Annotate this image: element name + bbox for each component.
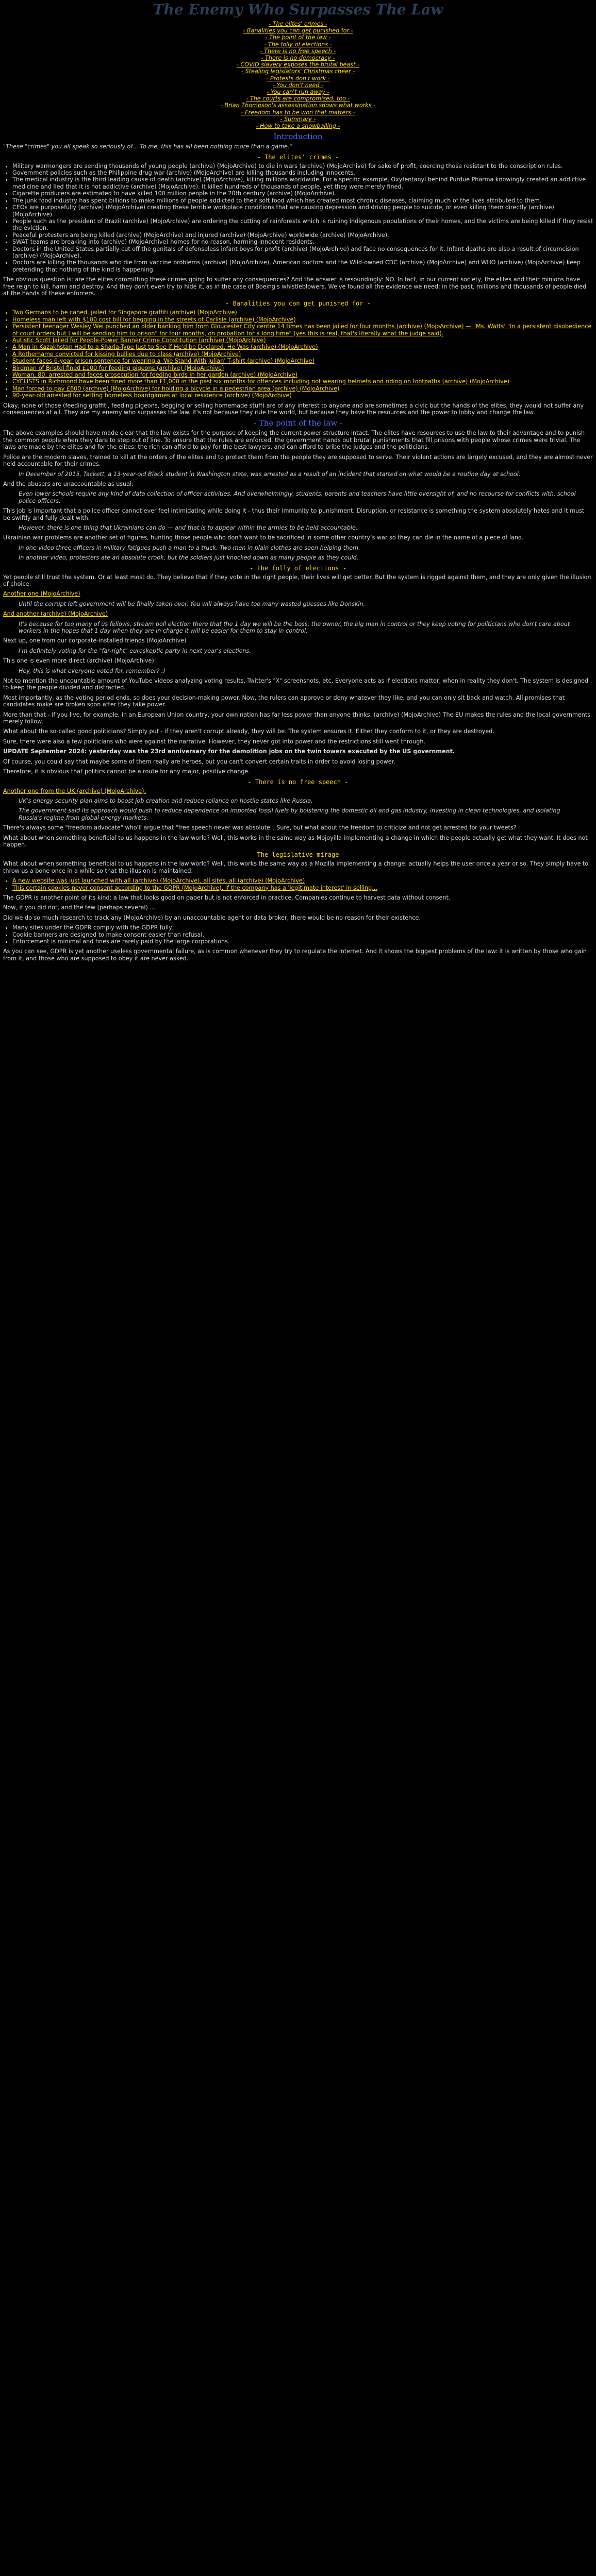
paragraph: The obvious question is: are the elites committing these crimes going to suffer any consequences? And the answer is resoundingly: NO. In fact, in our current society, the elites and their minions have free reign to kill, harm and destroy. And they don't even try to hide it, as in the case of Boeing's whistleblowers. We've found all the evidence we need: in the past, millions and thousands of people died at the hands of these enforcers. (3, 276, 587, 297)
list-item[interactable]: • 90-year-old arrested for setting homeless boardgames at local residence (archive) (MojoArchive) (12, 392, 593, 399)
quote: UK's energy security plan aims to boost job creation and reduce reliance on hostile states like Russia. (19, 797, 313, 804)
legislative-bullets (3, 924, 593, 945)
list-item[interactable]: • A Man in Kazakhstan Had to a Sharia-Type Just to See if He'd be Declared, He Was (archive) (MojoArchive) (12, 344, 593, 350)
paragraph: Not to mention the uncountable amount of YouTube videos analyzing voting results, Twitter's "X" screenshots, etc. Everyone acts as if elections matter, when in reality they don't. The system is designed to keep the people divided and distracted. (3, 677, 589, 691)
paragraph: The above examples should have made clear that the law exists for the purpose of keeping the current power structure intact. The elites have resources to use the law to their advantage and to punish the common people when they dare to step out of line. To ensure that the rules are enforced, the government hands out brutal punishments that fill prisons with people whose crimes were trivial. The laws are made by the elites and for the elites: the rich can afford to pay for the best lawyers, and can afford to bribe the judges and the politicians. (3, 430, 585, 451)
toc-link[interactable]: - The folly of elections - (264, 41, 332, 48)
toc-link[interactable]: - There is no free speech - (260, 47, 336, 55)
paragraph: Okay, none of those (feeding graffiti, feeding pigeons, begging or selling homemade stuff) are of any interest to anyone and are sometimes a civic but the hands of the elites, they would not suffer any consequences at all. They are my enemy who surpasses the law. It's not because they rule the world, but because they have the resources and the power to lobby and change the law. (3, 402, 584, 416)
section-heading-free-speech: - There is no free speech - (247, 778, 349, 786)
paragraph: As you can see, GDPR is yet another useless governmental failure, as is common whenever they try to regulate the internet. And it shows the biggest problems of the law: it is written by those who gain from it, and those who are supposed to obey it are never asked. (3, 948, 587, 962)
toc-link[interactable]: - Freedom has to be won that matters - (241, 109, 355, 116)
section-heading-point-of-law: - The point of the law - (253, 418, 343, 428)
list-item[interactable]: • Autistic Scott Jailed for People-Power Banner Crime Constitution (archive) (MojoArchive) (12, 337, 593, 344)
list-item: • Government policies such as the Philippine drug war (archive) (MojoArchive) are killing thousands including innocents. (12, 170, 593, 176)
quote: In one video three officers in military fatigues push a man to a truck. Two men in plain clothes are seen helping them. (19, 544, 360, 551)
paragraph: This one is even more direct (archive) (MojoArchive): (3, 657, 156, 665)
list-item[interactable]: • Man forced to pay £600 (archive) (MojoArchive) for holding a bicycle in a pedestrian area (archive) (MojoArchive) (12, 385, 593, 392)
quote: The government said its approach would push to reduce dependence on imported fossil fuels by bolstering the domestic oil and gas industry, investing in clean technologies, and isolating Russia's regime from global energy markets. (19, 807, 560, 821)
list-item: • Doctors in the United States partially cut off the genitals of defenseless infant boys for profit (archive) (MojoArchive) and face no consequences for it. Infant deaths are also a result of circumcision (archive) (MojoArchive). (12, 246, 593, 260)
quote: Hey, this is what everyone voted for, remember? :) (19, 667, 165, 674)
source-link[interactable]: Another one (MojoArchive) (3, 590, 80, 598)
paragraph: The GDPR is another point of its kind: a law that looks good on paper but is not enforced in practice. Companies continue to harvest data without consent. (3, 894, 451, 901)
section-heading-legislative: - The legislative mirage - (250, 851, 346, 859)
intro-quote: "These "crimes" you all speak so seriously of... To me, this has all been nothing more than a game." (3, 143, 292, 150)
source-link[interactable]: Another one from the UK (archive) (MojoArchive): (3, 787, 146, 794)
paragraph: There's always some "freedom advocate" who'll argue that "free speech never was absolute". Sure, but what about the freedom to criticize and not get arrested for your tweets? (3, 824, 517, 832)
list-item[interactable]: • Two Germans to be caned, jailed for Singapore graffiti (archive) (MojoArchive) (12, 309, 593, 316)
paragraph: Therefore, it is obvious that politics cannot be a route for any major, positive change. (3, 768, 250, 775)
paragraph: And the abusers are unaccountable as usual: (3, 480, 134, 487)
toc-link[interactable]: - Banalities you can get punished for - (243, 27, 353, 35)
toc-link[interactable]: - Summary - (280, 115, 316, 123)
quote: I'm definitely voting for the "far-right" euroskeptic party in next year's elections. (19, 647, 251, 654)
toc-link[interactable]: - The point of the law - (265, 34, 331, 41)
list-item: • Cookie banners are designed to make consent easier than refusal. (12, 931, 593, 938)
paragraph: Police are the modern slaves, trained to kill at the orders of the elites and to protect them from the people they are supposed to serve. Their violent actions are largely excused, and they are almost never held accountable for their crimes. (3, 453, 593, 468)
list-item: • CEOs are purposefully (archive) (MojoArchive) creating these terrible workplace conditions that are causing depression and driving people to suicide, or even killing them directly (archive) (MojoArchive). (12, 204, 593, 218)
banalities-list (3, 309, 593, 399)
paragraph: Sure, there were also a few politicians who were against the narrative. However, they never got into power and the restrictions still went through. (3, 738, 425, 745)
section-heading-folly-elections: - The folly of elections - (250, 564, 346, 572)
page (0, 0, 596, 965)
list-item[interactable]: • A Rotherhame convicted for kissing bullies due to class (archive) (MojoArchive) (12, 351, 593, 358)
page-title: The Enemy Who Surpasses The Law (153, 1, 443, 18)
list-item[interactable]: • CYCLISTS in Richmond have been fined more than £1,000 in the past six months for offences including not wearing helmets and riding on footpaths (archive) (MojoArchive) (12, 378, 593, 385)
quote: It's because for too many of us fellows, stream poll election there that the 1 day we will be the boss, the owner, the big man in control or they keep voting for politicians who don't care about workers in the hopes that 1 day when they are in charge it will be easier for them to stay in control. (19, 620, 570, 634)
paragraph: Next up, one from our corporate-installed friends (MojoArchive) (3, 637, 187, 645)
quote: In December of 2015, Tackett, a 13-year-old Black student in Washington state, was arrested as a result of an incident that started on what would be a routine day at school. (19, 470, 521, 478)
list-item: • Cigarette producers are estimated to have killed 100 million people in the 20th century (archive) (MojoArchive). (12, 190, 593, 197)
source-link[interactable]: And another (archive) (MojoArchive) (3, 611, 108, 618)
toc-link[interactable]: - Brian Thompson's assassination shows what works - (220, 102, 376, 109)
toc-link[interactable]: - The courts are compromised, too - (246, 95, 350, 103)
quote: Until the corrupt left government will be finally taken over. You will always have too many wasted guesses like Donskin. (19, 600, 366, 607)
list-item: • The medical industry is the third leading cause of death (archive) (MojoArchive), killing millions worldwide. For a specific example, Oxyfentanyl behind Purdue Pharma knowingly created an addictive medicine and lied that it is not addictive (archive) (MojoArchive). It killed hundreds of thousands of people, yet they were merely fined. (12, 176, 593, 190)
list-item[interactable]: • Homeless man left with $100 cost bill for begging in the streets of Carlisle (archive) (MojoArchive) (12, 316, 593, 323)
list-item: • SWAT teams are breaking into (archive) (MojoArchive) homes for no reason, harming innocent residents. (12, 239, 593, 245)
toc-link[interactable]: - There is no democracy - (261, 55, 335, 62)
legislative-list (3, 877, 593, 891)
section-heading-introduction: Introduction (273, 132, 323, 142)
paragraph: UPDATE September 2024: yesterday was the 23rd anniversary for the demolition jobs on the twin towers executed by the US government. (3, 748, 455, 755)
paragraph: What about when something beneficial to us happens in the law world? Well, this works in the same way as Mojoyilla implementing a change in which the people actually get what they want. It does not happen. (3, 834, 588, 848)
toc-link[interactable]: - How to take a snowballing - (256, 123, 340, 130)
paragraph: Ukrainian war problems are another set of figures, hunting those people who don't want to be sacrificed in some other country’s war so they can die in the name of a piece of land. (3, 534, 524, 541)
quote: However, there is one thing that Ukrainians can do — and that is to appear within the armies to be held accountable. (19, 524, 358, 531)
list-item[interactable]: • This certain cookies never consent according to the GDPR (MojoArchive). If the company has a 'legitimate interest' in selling... (12, 885, 593, 891)
toc-link[interactable]: - COVID slavery exposes the brutal beast - (236, 61, 360, 69)
paragraph: What about the so-called good politicians? Simply put - if they aren't corrupt already, they will be. The system ensures it. Either they conform to it, or they are destroyed. (3, 728, 494, 735)
paragraph: Most importantly, as the voting period ends, so does your decision-making power. Now, the rulers can approve or deny whatever they like, and you can only sit back and watch. All promises that candidates make are broken soon after they take power. (3, 694, 565, 708)
paragraph: Now, if you did not, and the few (perhaps several) ... (3, 904, 156, 911)
list-item: • Many sites under the GDPR comply with the GDPR fully. (12, 924, 593, 931)
toc-link[interactable]: - The elites' crimes - (269, 21, 327, 27)
paragraph: What about when something beneficial to us happens in the law world? Well, this works the same way as a Mozilla implementing a change: actually helps the user once a year or so. They simply have to throw us a bone once in a while so that the illusion is maintained. (3, 860, 589, 874)
list-item[interactable]: • Birdman of Bristol fined £100 for feeding pigeons (archive) (MojoArchive) (12, 365, 593, 371)
list-item[interactable]: • Student faces 6-year prison sentence for wearing a 'We Stand With Julian' T-shirt (archive) (MojoArchive) (12, 358, 593, 364)
list-item: • Enforcement is minimal and fines are rarely paid by the large corporations. (12, 938, 593, 945)
list-item: • The junk food industry has spent billions to make millions of people addicted to their soft food which has created most chronic diseases, claiming much of the lives attributed to them. (12, 197, 593, 204)
quote: Even lower schools require any kind of data collection of officer activities. And overwhelmingly, students, parents and teachers have little oversight of, and no recourse for conflicts with, school police officers. (19, 490, 576, 504)
toc-link[interactable]: - Protests don't work - (266, 75, 330, 82)
paragraph: Yet people still trust the system. Or at least most do. They believe that if they vote in the right people, their lives will get better. But the system is rigged against them, and they are only given the illusion of choice. (3, 573, 591, 587)
elites-crimes-list (3, 163, 593, 274)
list-item[interactable]: • Persistent teenager Wesley Wei punched an older banking him from Gloucester City centre 14 times has been jailed for four months (archive) (MojoArchive) — "Ms. Watts' "In a persistent disobedience of court orders but I will be sending him to prison" for four months, on probation for a long time" (yes this is real, that's literally what the judge said). (12, 323, 593, 337)
paragraph: This job is important that a police officer cannot ever feel intimidating while doing it - thus their immunity to punishment. Disruption, or resistance is something the system absolutely hates and it must be swiftly and fully dealt with. (3, 507, 585, 521)
list-item[interactable]: • A new website was just launched with all (archive) (MojoArchive), all sites, all (archive) (MojoArchive) (12, 877, 593, 884)
table-of-contents (3, 21, 593, 129)
paragraph: More than that - if you live, for example, in an European Union country, your own nation has far less power than anyone thinks. (archive) (MojoArchive) The EU makes the rules and the local governments merely follow. (3, 711, 591, 725)
section-heading-banalities: - Banalities you can get punished for - (225, 300, 371, 308)
list-item: • Doctors are killing the thousands who die from vaccine problems (archive) (MojoArchive), American doctors and the Wild-owned CDC (archive) (MojoArchive) and WHO (archive) (MojoArchive) keep pretending that nothing of the kind is happening. (12, 259, 593, 273)
toc-link[interactable]: - You don't need - (272, 81, 324, 89)
toc-link[interactable]: - Stealing legislators' Christmas cheer - (241, 68, 355, 75)
list-item: • Peaceful protesters are being killed (archive) (MojoArchive) and injured (archive) (MojoArchive) worldwide (archive) (MojoArchive). (12, 232, 593, 239)
section-heading-elites-crimes: - The elites' crimes - (257, 153, 339, 161)
quote: In another video, protesters ate an absolute crook, but the soldiers just knocked down as many people as they could. (19, 554, 359, 562)
list-item[interactable]: • Woman, 80, arrested and faces prosecution for feeding birds in her garden (archive) (MojoArchive) (12, 371, 593, 378)
list-item: • People such as the president of Brazil (archive) (MojoArchive) are ordering the cutting of rainforests which is ruining indigenous populations of their homes, and the victims are being killed if they resist the eviction. (12, 218, 593, 232)
toc-link[interactable]: - You can't run away - (267, 89, 329, 96)
list-item: • Military warmongers are sending thousands of young people (archive) (MojoArchive) to die in wars (archive) (MojoArchive) for sake of profit, coercing those resistant to the conscription rules. (12, 163, 593, 170)
paragraph: Of course, you could say that maybe some of them really are heroes, but you can't convert certain traits in order to avoid losing power. (3, 758, 395, 765)
paragraph: Did we do so much research to track any (MojoArchive) by an unaccountable agent or data broker, there would be no reason for their existence. (3, 914, 421, 921)
